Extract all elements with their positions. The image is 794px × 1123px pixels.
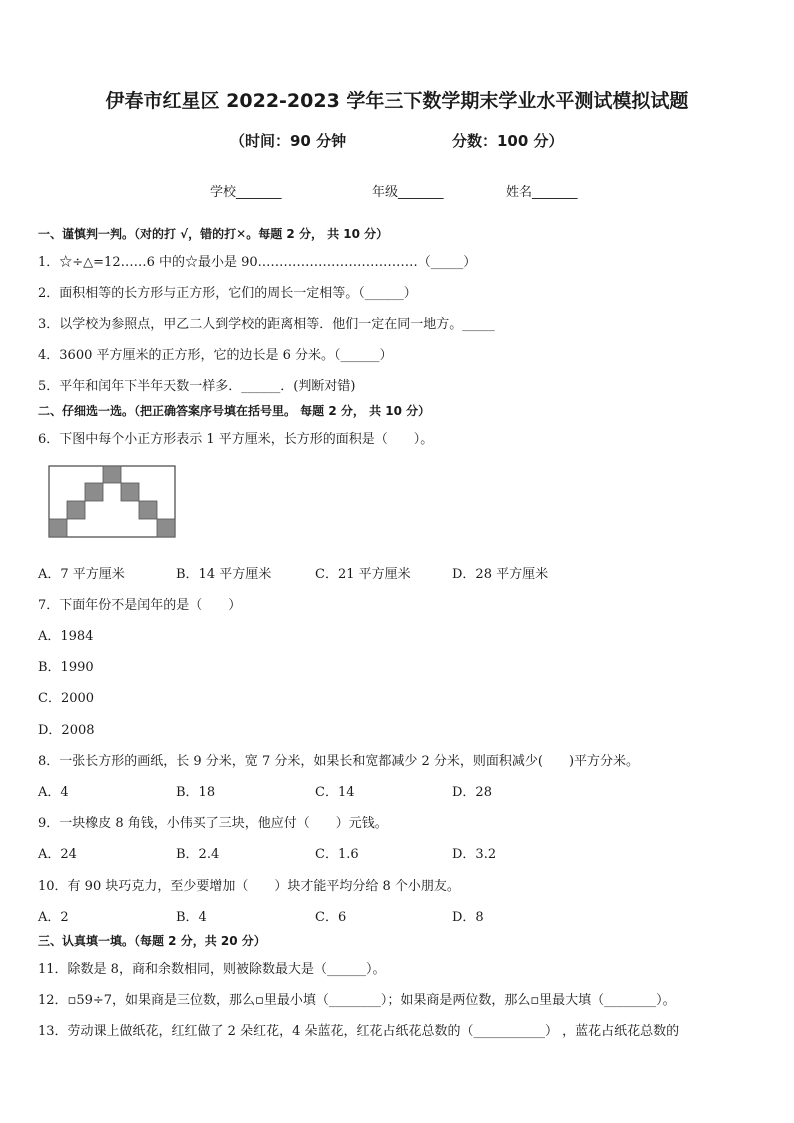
- question-7: 7．下面年份不是闰年的是（ ）: [38, 598, 242, 613]
- question-6: 6．下图中每个小正方形表示 1 平方厘米，长方形的面积是（ ）。: [38, 432, 434, 447]
- q10-option-b: B．4: [176, 910, 207, 925]
- square-1: [49, 519, 67, 537]
- q8-option-b: B．18: [176, 785, 216, 800]
- question-3: 3．以学校为参照点，甲乙二人到学校的距离相等．他们一定在同一地方。_____: [38, 317, 495, 332]
- q8-option-a: A．4: [38, 785, 69, 800]
- square-5: [121, 483, 139, 501]
- rectangle-squares-figure: [48, 465, 178, 543]
- question-9: 9．一块橡皮 8 角钱，小伟买了三块，他应付（ ）元钱。: [38, 816, 388, 831]
- q9-option-c: C．1.6: [315, 847, 359, 862]
- staircase-figure-svg: [48, 465, 178, 539]
- square-2: [67, 501, 85, 519]
- q10-option-a: A．2: [38, 910, 69, 925]
- q6-option-c: C．21 平方厘米: [315, 567, 411, 582]
- q7-option-a: A．1984: [38, 629, 94, 644]
- question-4: 4．3600 平方厘米的正方形，它的边长是 6 分米。（______）: [38, 348, 393, 363]
- q6-option-d: D．28 平方厘米: [452, 567, 549, 582]
- square-4: [103, 466, 121, 483]
- question-1: 1．☆÷△=12……6 中的☆最小是 90.………………………………（_____）: [38, 255, 477, 270]
- q10-option-d: D．8: [452, 910, 484, 925]
- exam-title: 伊春市红星区 2022-2023 学年三下数学期末学业水平测试模拟试题: [105, 90, 689, 112]
- question-12: 12．▫59÷7，如果商是三位数，那么▫里最小填（________）；如果商是两位数，那么▫里最大填（________）。: [38, 993, 676, 1008]
- q6-option-a: A．7 平方厘米: [38, 567, 125, 582]
- section-1-heading: 一、谨慎判一判。（对的打 √，错的打✕。每题 2 分， 共 10 分）: [38, 227, 389, 241]
- q10-option-c: C．6: [315, 910, 347, 925]
- section-3-heading: 三、认真填一填。（每题 2 分，共 20 分）: [38, 934, 266, 948]
- question-10: 10．有 90 块巧克力，至少要增加（ ）块才能平均分给 8 个小朋友。: [38, 879, 460, 894]
- school-field: 学校_______: [210, 185, 282, 200]
- question-2: 2．面积相等的长方形与正方形，它们的周长一定相等。（______）: [38, 286, 417, 301]
- q7-option-c: C．2000: [38, 691, 95, 706]
- q9-option-d: D．3.2: [452, 847, 497, 862]
- square-6: [139, 501, 157, 519]
- q8-option-d: D．28: [452, 785, 492, 800]
- square-7: [157, 519, 175, 537]
- section-2-heading: 二、仔细选一选。（把正确答案序号填在括号里。 每题 2 分， 共 10 分）: [38, 404, 431, 418]
- name-field: 姓名_______: [506, 185, 578, 200]
- exam-time: （时间：90 分钟: [230, 132, 347, 150]
- q9-option-a: A．24: [38, 847, 77, 862]
- q6-option-b: B．14 平方厘米: [176, 567, 272, 582]
- q7-option-b: B．1990: [38, 660, 94, 675]
- q8-option-c: C．14: [315, 785, 355, 800]
- q7-option-d: D．2008: [38, 723, 95, 738]
- question-8: 8．一张长方形的画纸，长 9 分米，宽 7 分米，如果长和宽都减少 2 分米，则面积减少( )平方分米。: [38, 754, 640, 769]
- question-11: 11．除数是 8，商和余数相同，则被除数最大是（______）。: [38, 962, 386, 977]
- exam-score: 分数：100 分）: [452, 132, 564, 150]
- square-3: [85, 483, 103, 501]
- grade-field: 年级_______: [372, 185, 444, 200]
- question-13: 13．劳动课上做纸花，红红做了 2 朵红花，4 朵蓝花，红花占纸花总数的（___________） ，蓝花占纸花总数的: [38, 1024, 680, 1039]
- q9-option-b: B．2.4: [176, 847, 220, 862]
- question-5: 5．平年和闰年下半年天数一样多．______．(判断对错): [38, 379, 356, 394]
